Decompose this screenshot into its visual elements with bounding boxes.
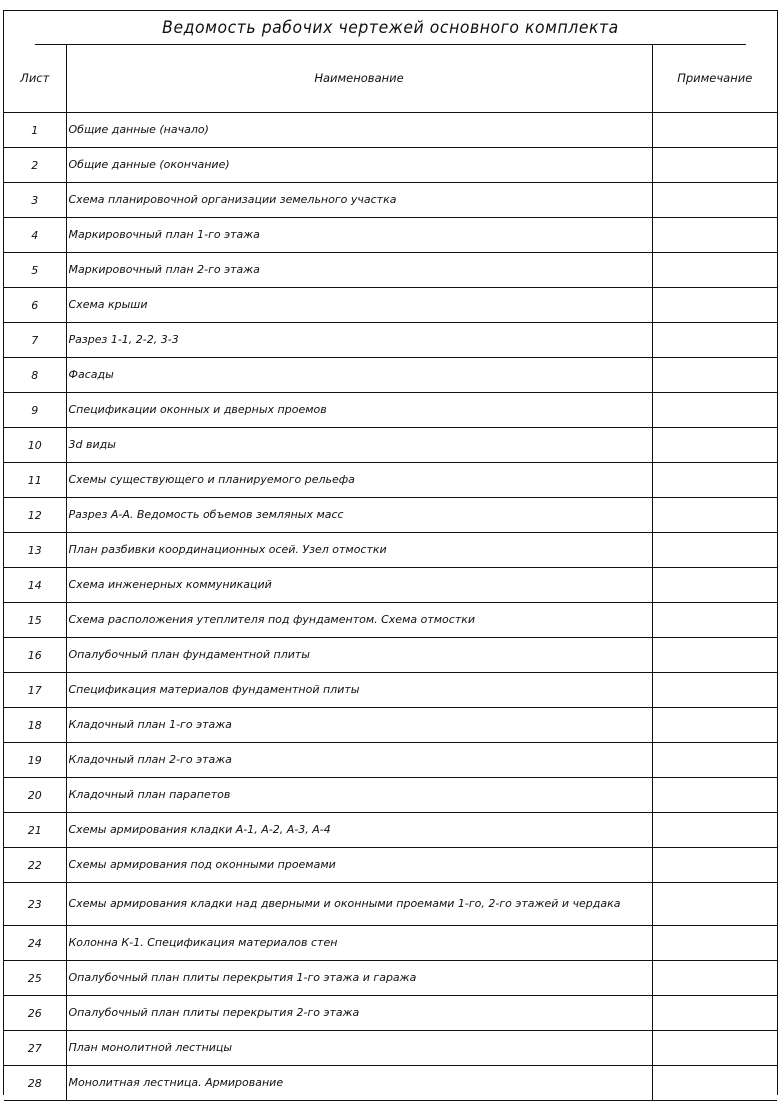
row-sheet-name: 3d виды bbox=[66, 428, 652, 463]
row-note bbox=[652, 743, 777, 778]
row-sheet-number: 20 bbox=[4, 778, 66, 813]
row-sheet-number: 11 bbox=[4, 463, 66, 498]
header-note: Примечание bbox=[652, 44, 777, 113]
table-row bbox=[4, 218, 777, 253]
row-sheet-name: Схемы армирования под оконными проемами bbox=[66, 848, 652, 883]
row-note bbox=[652, 638, 777, 673]
row-sheet-number: 17 bbox=[4, 673, 66, 708]
table-row bbox=[4, 498, 777, 533]
row-note bbox=[652, 393, 777, 428]
table-row bbox=[4, 463, 777, 498]
row-note bbox=[652, 926, 777, 961]
row-sheet-number: 9 bbox=[4, 393, 66, 428]
row-sheet-number: 2 bbox=[4, 148, 66, 183]
row-sheet-number: 10 bbox=[4, 428, 66, 463]
table-row bbox=[4, 393, 777, 428]
drawing-sheet bbox=[3, 10, 778, 1095]
row-sheet-name: Схемы армирования кладки над дверными и оконными проемами 1-го, 2-го этажей и чердака bbox=[66, 883, 652, 926]
row-sheet-number: 3 bbox=[4, 183, 66, 218]
row-sheet-name: Кладочный план 1-го этажа bbox=[66, 708, 652, 743]
table-row bbox=[4, 996, 777, 1031]
header-sheet: Лист bbox=[4, 44, 66, 113]
row-sheet-name: План разбивки координационных осей. Узел отмостки bbox=[66, 533, 652, 568]
table-row bbox=[4, 708, 777, 743]
table-row bbox=[4, 813, 777, 848]
row-note bbox=[652, 253, 777, 288]
row-sheet-number: 4 bbox=[4, 218, 66, 253]
row-note bbox=[652, 183, 777, 218]
row-note bbox=[652, 708, 777, 743]
table-row bbox=[4, 778, 777, 813]
table-row bbox=[4, 603, 777, 638]
row-sheet-name: Схема расположения утеплителя под фундаментом. Схема отмостки bbox=[66, 603, 652, 638]
row-note bbox=[652, 883, 777, 926]
row-sheet-number: 18 bbox=[4, 708, 66, 743]
row-sheet-number: 24 bbox=[4, 926, 66, 961]
row-sheet-name: Спецификация материалов фундаментной плиты bbox=[66, 673, 652, 708]
row-sheet-number: 6 bbox=[4, 288, 66, 323]
row-sheet-number: 22 bbox=[4, 848, 66, 883]
table-row bbox=[4, 961, 777, 996]
row-sheet-name: Схема планировочной организации земельного участка bbox=[66, 183, 652, 218]
table-row bbox=[4, 638, 777, 673]
row-note bbox=[652, 673, 777, 708]
row-sheet-number: 25 bbox=[4, 961, 66, 996]
row-sheet-number: 16 bbox=[4, 638, 66, 673]
drawings-list-table bbox=[4, 44, 777, 1101]
table-row bbox=[4, 183, 777, 218]
row-sheet-name: Опалубочный план плиты перекрытия 1-го этажа и гаража bbox=[66, 961, 652, 996]
table-row bbox=[4, 743, 777, 778]
row-note bbox=[652, 148, 777, 183]
row-note bbox=[652, 533, 777, 568]
row-sheet-number: 13 bbox=[4, 533, 66, 568]
table-row bbox=[4, 673, 777, 708]
row-note bbox=[652, 848, 777, 883]
table-row bbox=[4, 883, 777, 926]
row-note bbox=[652, 218, 777, 253]
row-note bbox=[652, 428, 777, 463]
table-row bbox=[4, 358, 777, 393]
table-body bbox=[4, 113, 777, 1101]
table-row bbox=[4, 533, 777, 568]
table-row bbox=[4, 926, 777, 961]
row-sheet-name: Маркировочный план 1-го этажа bbox=[66, 218, 652, 253]
row-sheet-name: Схема инженерных коммуникаций bbox=[66, 568, 652, 603]
row-sheet-number: 8 bbox=[4, 358, 66, 393]
row-sheet-name: Опалубочный план фундаментной плиты bbox=[66, 638, 652, 673]
row-sheet-number: 15 bbox=[4, 603, 66, 638]
row-sheet-number: 28 bbox=[4, 1066, 66, 1101]
row-sheet-number: 7 bbox=[4, 323, 66, 358]
row-note bbox=[652, 113, 777, 148]
row-note bbox=[652, 288, 777, 323]
table-row bbox=[4, 848, 777, 883]
row-sheet-name: Общие данные (начало) bbox=[66, 113, 652, 148]
row-sheet-name: Разрез 1-1, 2-2, 3-3 bbox=[66, 323, 652, 358]
header-name: Наименование bbox=[66, 44, 652, 113]
row-note bbox=[652, 961, 777, 996]
row-note bbox=[652, 778, 777, 813]
row-sheet-name: План монолитной лестницы bbox=[66, 1031, 652, 1066]
row-sheet-number: 12 bbox=[4, 498, 66, 533]
row-note bbox=[652, 463, 777, 498]
row-note bbox=[652, 568, 777, 603]
row-sheet-name: Фасады bbox=[66, 358, 652, 393]
row-note bbox=[652, 358, 777, 393]
row-note bbox=[652, 498, 777, 533]
row-sheet-name: Кладочный план 2-го этажа bbox=[66, 743, 652, 778]
row-sheet-name: Схемы существующего и планируемого рельефа bbox=[66, 463, 652, 498]
row-note bbox=[652, 996, 777, 1031]
row-sheet-name: Схема крыши bbox=[66, 288, 652, 323]
sheet-bottom-margin bbox=[3, 1064, 778, 1094]
row-note bbox=[652, 323, 777, 358]
row-sheet-name: Маркировочный план 2-го этажа bbox=[66, 253, 652, 288]
row-sheet-name: Схемы армирования кладки А-1, А-2, А-3, А-4 bbox=[66, 813, 652, 848]
row-sheet-number: 5 bbox=[4, 253, 66, 288]
row-sheet-name: Спецификации оконных и дверных проемов bbox=[66, 393, 652, 428]
table-row bbox=[4, 113, 777, 148]
row-sheet-number: 1 bbox=[4, 113, 66, 148]
row-sheet-name: Монолитная лестница. Армирование bbox=[66, 1066, 652, 1101]
table-row bbox=[4, 568, 777, 603]
row-sheet-number: 23 bbox=[4, 883, 66, 926]
table-row bbox=[4, 1031, 777, 1066]
row-sheet-number: 21 bbox=[4, 813, 66, 848]
table-row bbox=[4, 288, 777, 323]
sheet-title: Ведомость рабочих чертежей основного комплекта bbox=[35, 11, 746, 45]
row-sheet-name: Опалубочный план плиты перекрытия 2-го этажа bbox=[66, 996, 652, 1031]
row-note bbox=[652, 1031, 777, 1066]
table-row bbox=[4, 253, 777, 288]
row-sheet-name: Общие данные (окончание) bbox=[66, 148, 652, 183]
row-sheet-number: 14 bbox=[4, 568, 66, 603]
row-note bbox=[652, 813, 777, 848]
table-row bbox=[4, 323, 777, 358]
table-row bbox=[4, 148, 777, 183]
row-note bbox=[652, 603, 777, 638]
table-header-row bbox=[4, 44, 777, 113]
row-sheet-name: Кладочный план парапетов bbox=[66, 778, 652, 813]
row-sheet-name: Разрез А-А. Ведомость объемов земляных масс bbox=[66, 498, 652, 533]
row-sheet-number: 19 bbox=[4, 743, 66, 778]
table-row bbox=[4, 428, 777, 463]
row-sheet-name: Колонна К-1. Спецификация материалов стен bbox=[66, 926, 652, 961]
row-sheet-number: 26 bbox=[4, 996, 66, 1031]
row-sheet-number: 27 bbox=[4, 1031, 66, 1066]
